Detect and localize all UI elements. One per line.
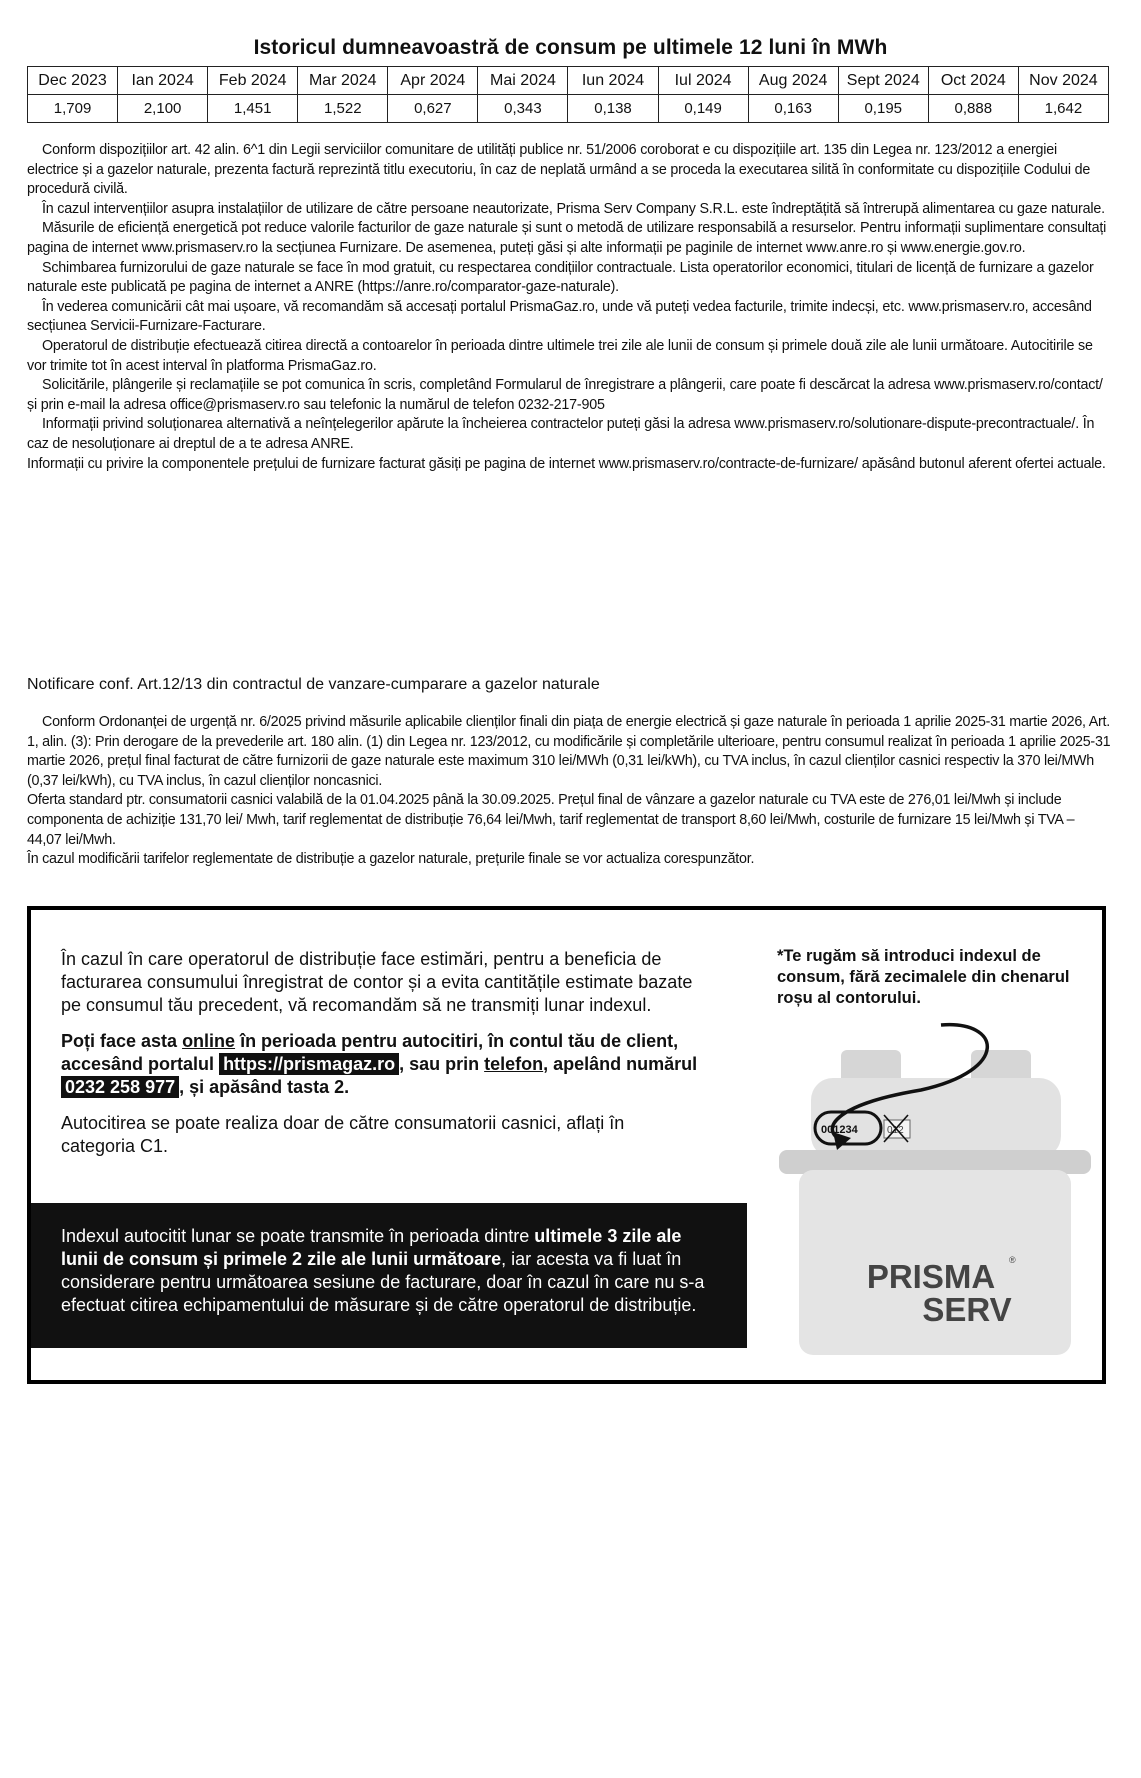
consumption-value: 1,522 [298,95,388,123]
meter-digits: 001234 [821,1124,858,1136]
consumption-value: 0,888 [928,95,1018,123]
portal-link[interactable]: https://prismagaz.ro [219,1053,399,1075]
meter-top-body [811,1078,1061,1158]
notification-heading: Notificare conf. Art.12/13 din contractul de vanzare-cumparare a gazelor naturale [27,676,600,693]
notification-body [27,713,1112,870]
logo-serv: SERV [922,1291,1012,1328]
meter-decimals: 012 [887,1125,904,1136]
consumption-value: 0,343 [478,95,568,123]
month-header: Feb 2024 [208,67,298,95]
history-title: Istoricul dumneavoastră de consum pe ultimele 12 luni în MWh [253,36,888,59]
self-reading-box [27,906,1106,1384]
consumption-table [27,66,1109,123]
month-header: Oct 2024 [928,67,1018,95]
how-to-paragraph: Poți face asta online în perioada pentru autocitiri, în contul tău de client, accesând portalul https://prismagaz.ro , sau prin telefon, apelând numărul 0232 258 977 , și apăsând tasta 2. [61,1031,698,1097]
eligibility-paragraph: Autocitirea se poate realiza doar de către consumatorii casnici, aflați în categoria C1. [61,1113,625,1156]
info-paragraph: În cazul intervențiilor asupra instalațiilor de utilizare de către persoane neautorizate, Prisma Serv Company S.R.L. este îndreptățită să întrerupă alimentarea cu gaze naturale. [42,200,1105,217]
consumption-value: 2,100 [118,95,208,123]
consumption-value: 0,163 [748,95,838,123]
info-paragraph: În vederea comunicării cât mai ușoare, vă recomandăm să accesați portalul PrismaGaz.ro, unde vă puteți vedea facturile, trimite indecși, etc. www.prismaserv.ro, accesând secțiunea Servicii-Furnizare-Facturare. [27,298,1092,335]
month-header: Apr 2024 [388,67,478,95]
info-paragraph: Informații cu privire la componentele prețului de furnizare facturat găsiți pe pagina de internet www.prismaserv.ro/contracte-de-furnizare/ apăsând butonul aferent ofertei actuale. [27,455,1106,472]
self-reading-text [61,948,701,1171]
notification-paragraph: Conform Ordonanței de urgență nr. 6/2025 privind măsurile aplicabile clienților finali din piața de energie electrică și gaze naturale în perioada 1 aprilie 2025-31 martie 2026, Art. 1, alin. (3): Prin derogare de la prevederile art. 180 alin. (1) din Legea nr. 123/2012, cu modificările și completările ulterioare, pentru consumul realizat în perioada 1 aprilie 2025-31 martie 2026, prețul final facturat de către furnizorii de gaze naturale este maximum 310 lei/MWh (0,31 lei/kWh), cu TVA inclus, în cazul clienților casnici respectiv la 370 lei/MWh (0,37 lei/kWh), cu TVA inclus, în cazul clienților noncasnici. [27,714,1111,789]
month-header: Ian 2024 [118,67,208,95]
consumption-value: 0,149 [658,95,748,123]
phone-number[interactable]: 0232 258 977 [61,1076,179,1098]
month-header: Iun 2024 [568,67,658,95]
submission-period-bold: ultimele 3 zile ale lunii de consum și primele 2 zile ale lunii următoare [61,1226,682,1269]
consumption-value: 0,138 [568,95,658,123]
phone-word: telefon [484,1054,544,1074]
month-header: Nov 2024 [1018,67,1108,95]
info-paragraph: Operatorul de distribuție efectuează citirea directă a contoarelor în perioada dintre ultimele trei zile ale lunii de consum și primele două zile ale lunii următoare. Autocitirile se vor trimite tot în acest interval în platforma PrismaGaz.ro. [27,337,1093,374]
month-header: Aug 2024 [748,67,838,95]
meter-note: *Te rugăm să introduci indexul de consum, fără zecimalele din chenarul roșu al contorului. [777,947,1070,1007]
month-header: Iul 2024 [658,67,748,95]
info-paragraph: Informații privind soluționarea alternativă a neînțelegerilor apărute la încheierea contractelor puteți găsi la adresa www.prismaserv.ro/solutionare-dispute-precontractuale/. În caz de nesoluționare ai dreptul de a te adresa ANRE. [27,416,1095,452]
info-paragraph: Măsurile de eficiență energetică pot reduce valorile facturilor de gaze naturale și sunt o metodă de utilizare responsabilă a resurselor. Pentru informații suplimentare consultați pagina de internet www.prismaserv.ro la secțiunea Furnizare. De asemenea, puteți găsi și alte informații pe paginile de internet www.anre.ro și www.energie.gov.ro. [27,220,1107,256]
consumption-value: 1,642 [1018,95,1108,123]
notification-paragraph: Oferta standard ptr. consumatorii casnici valabilă de la 01.04.2025 până la 30.09.2025. Prețul final de vânzare a gazelor naturale cu TVA este de 276,01 lei/Mwh și include componenta de achiziție 131,70 lei/ Mwh, tarif reglementat de distribuție 76,64 lei/Mwh, tarif reglementat de transport 8,60 lei/Mwh, costurile de furnizare 15 lei/Mwh și TVA – 44,07 lei/Mwh. [27,792,1075,848]
values-row [28,95,1109,123]
notification-paragraph: În cazul modificării tarifelor reglementate de distribuție a gazelor naturale, prețurile finale se vor actualiza corespunzător. [27,851,755,868]
month-header: Mar 2024 [298,67,388,95]
info-paragraph: Solicitările, plângerile și reclamațiile se pot comunica în scris, completând Formularul de înregistrare a plângerii, care poate fi descărcat la adresa www.prismaserv.ro/contact/ și prin e-mail la adresa office@prismaserv.ro sau telefonic la numărul de telefon 0232-217-905 [27,377,1103,413]
consumption-value: 0,195 [838,95,928,123]
consumption-value: 1,451 [208,95,298,123]
logo-registered: ® [1009,1255,1016,1265]
info-paragraph: Conform dispozițiilor art. 42 alin. 6^1 din Legii serviciilor comunitare de utilități publice nr. 51/2006 coroborat e cu dispozițiile art. 135 din Legea nr. 123/2012 a energiei electrice și a gazelor naturale, prezenta factură reprezintă titlu executoriu, în caz de neplată urmând a se proceda la executarea silită în conformitate cu dispozițiile Codului de procedură civilă. [27,142,1091,198]
consumption-value: 0,627 [388,95,478,123]
month-header: Sept 2024 [838,67,928,95]
submission-period-panel: Indexul autocitit lunar se poate transmite în perioada dintre ultimele 3 zile ale lunii de consum și primele 2 zile ale lunii următoare, iar acesta va fi luat în considerare pentru următoarea sesiune de facturare, doar în cazul în care nu s-a efectuat citirea echipamentului de măsurare și de către operatorul de distribuție. [31,1203,747,1348]
month-header: Mai 2024 [478,67,568,95]
consumption-value: 1,709 [28,95,118,123]
logo-prisma: PRISMA [866,1258,996,1295]
legal-info-block [27,141,1112,474]
info-paragraph: Schimbarea furnizorului de gaze naturale se face în mod gratuit, cu respectarea condițiilor contractuale. Lista operatorilor economici, titulari de licență de furnizare a gazelor naturale este publicată pe pagina de internet a ANRE (https://anre.ro/comparator-gaze-naturale). [27,259,1094,296]
gas-meter-illustration [771,1020,1101,1370]
estimation-paragraph: În cazul în care operatorul de distribuție face estimări, pentru a beneficia de facturarea consumului înregistrat de contor și a evita cantitățile estimate bazate pe consumul tău precedent, vă recomandăm să ne transmiți lunar indexul. [61,949,693,1015]
month-header: Dec 2023 [28,67,118,95]
months-row [28,67,1109,95]
online-word: online [182,1031,236,1051]
